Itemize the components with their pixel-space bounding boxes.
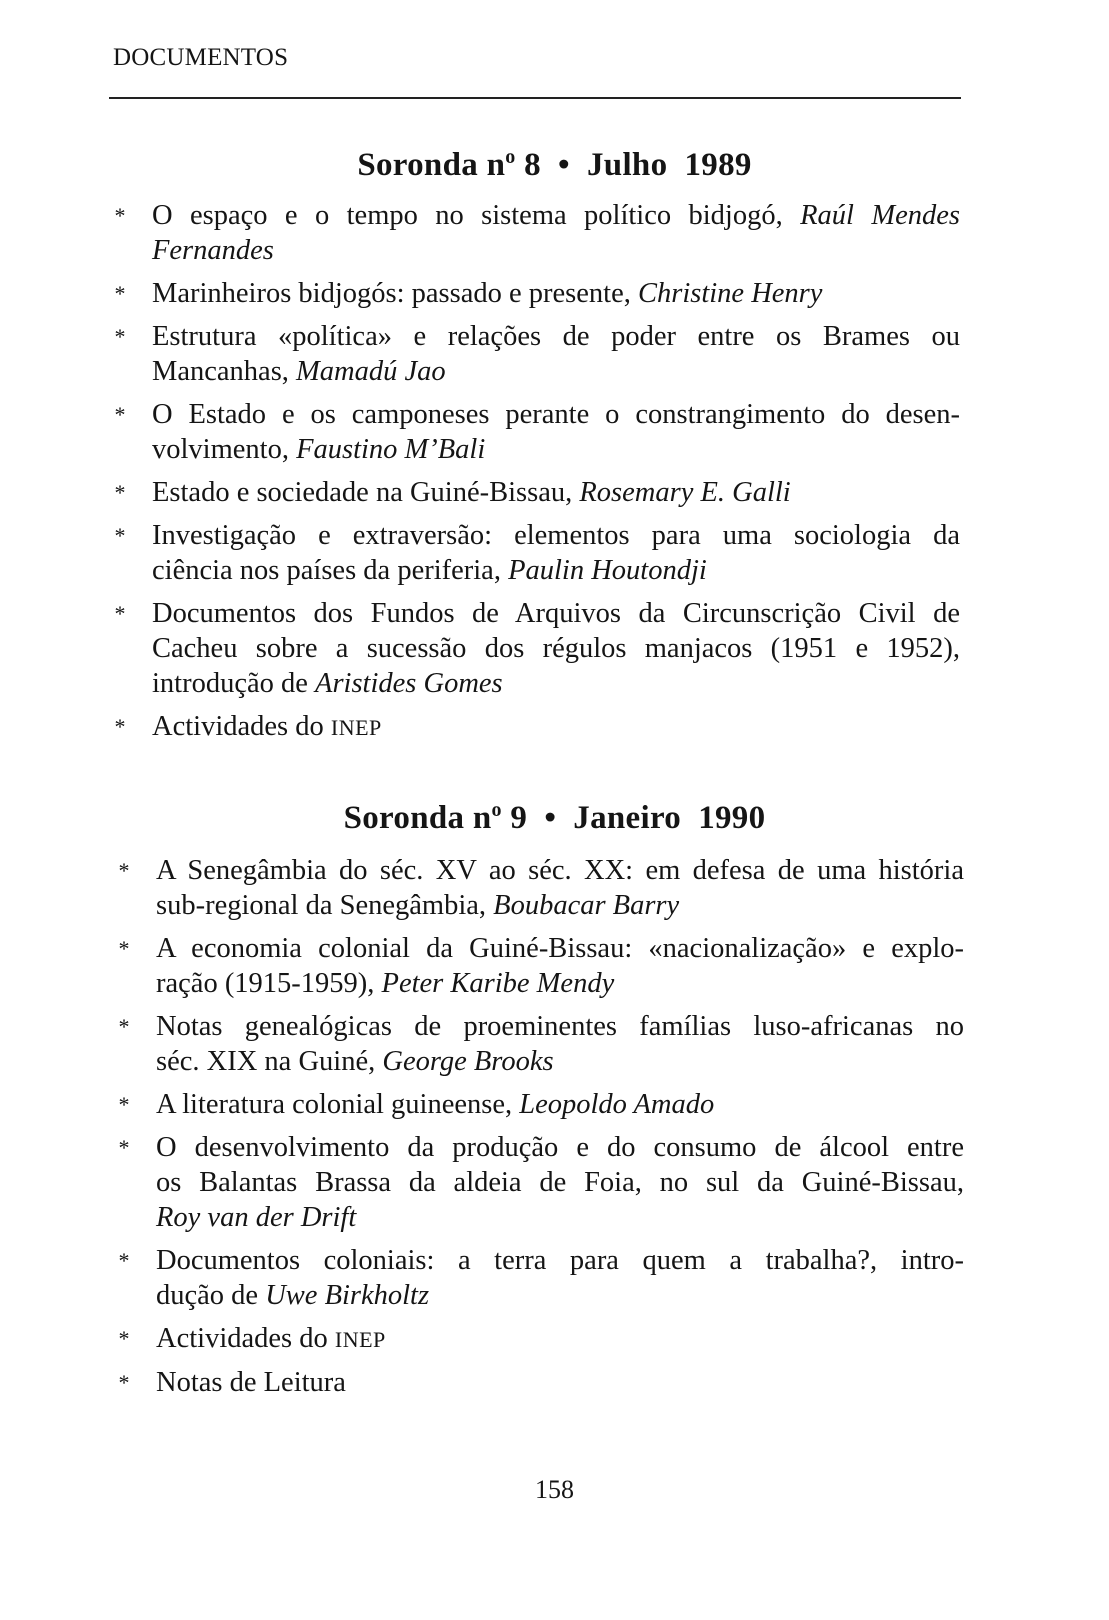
entry-line	[156, 1130, 964, 1165]
asterisk-bullet-icon: *	[114, 523, 126, 548]
asterisk-bullet-icon: *	[114, 402, 126, 427]
entry-author: Boubacar Barry	[493, 890, 680, 921]
entry-title: A economia colonial da Guiné-Bissau: «nacionalização» e explo-	[156, 933, 964, 964]
entry-title: Notas de Leitura	[156, 1367, 346, 1398]
asterisk-bullet-icon: *	[118, 1135, 130, 1160]
entry-title: O desenvolvimento da produção e do consumo de álcool entre	[156, 1132, 964, 1163]
entry-author: Rosemary E. Galli	[579, 477, 791, 508]
entry-author: Paulin Houtondji	[508, 555, 707, 586]
issue-date: Janeiro 1990	[573, 800, 766, 836]
entry-line	[156, 1044, 964, 1079]
contents-entry	[114, 931, 964, 1001]
entry-title: Estrutura «política» e relações de poder entre os Brames ou	[152, 321, 960, 352]
entry-author: Aristides Gomes	[315, 668, 503, 699]
asterisk-bullet-icon: *	[118, 1370, 130, 1395]
entry-line	[156, 1200, 964, 1235]
entry-title: sub-regional da Senegâmbia,	[156, 890, 494, 921]
entry-line	[156, 931, 964, 966]
entry-line	[156, 1321, 964, 1357]
entry-title: Cacheu sobre a sucessão dos régulos manjacos (1951 e 1952),	[152, 633, 960, 664]
entry-line	[152, 518, 960, 553]
entry-title: Mancanhas,	[152, 356, 297, 387]
entry-line	[156, 1278, 964, 1313]
entry-line	[156, 1087, 964, 1122]
asterisk-bullet-icon: *	[118, 1248, 130, 1273]
asterisk-bullet-icon: *	[118, 1092, 130, 1117]
entry-title: O espaço e o tempo no sistema político bidjogó,	[152, 200, 801, 231]
entry-line	[152, 432, 960, 467]
entry-title: Actividades do	[156, 1323, 335, 1354]
asterisk-bullet-icon: *	[118, 858, 130, 883]
entry-title: Marinheiros bidjogós: passado e presente,	[152, 278, 638, 309]
entry-author: Peter Karibe Mendy	[381, 968, 615, 999]
issue-title-sup: o	[505, 146, 516, 168]
contents-entry	[114, 1243, 964, 1313]
entry-line	[156, 853, 964, 888]
contents-entry	[114, 1130, 964, 1235]
entry-line	[156, 888, 964, 923]
entry-title: Notas genealógicas de proeminentes famílias luso-africanas no	[156, 1011, 964, 1042]
entry-line	[152, 553, 960, 588]
asterisk-bullet-icon: *	[114, 281, 126, 306]
contents-entry	[110, 518, 960, 588]
entry-title: séc. XIX na Guiné,	[156, 1046, 383, 1077]
asterisk-bullet-icon: *	[114, 601, 126, 626]
entry-line	[152, 319, 960, 354]
entry-author: Fernandes	[152, 235, 274, 266]
issue-date: Julho 1989	[587, 147, 752, 183]
issue-title-9	[0, 800, 1109, 837]
contents-entry	[110, 397, 960, 467]
asterisk-bullet-icon: *	[114, 480, 126, 505]
contents-entry	[114, 853, 964, 923]
issue-number: 9	[510, 800, 528, 836]
entry-title: A Senegâmbia do séc. XV ao séc. XX: em defesa de uma história	[156, 855, 964, 886]
entry-author: Mamadú Jao	[296, 356, 446, 387]
entry-title: O Estado e os camponeses perante o constrangimento do desen-	[152, 399, 960, 430]
entry-title: volvimento,	[152, 434, 297, 465]
asterisk-bullet-icon: *	[114, 714, 126, 739]
entry-line	[152, 631, 960, 666]
entry-title: os Balantas Brassa da aldeia de Foia, no sul da Guiné-Bissau,	[156, 1167, 964, 1198]
entry-line	[152, 276, 960, 311]
entry-line	[156, 1165, 964, 1200]
entry-title: dução de	[156, 1280, 266, 1311]
entry-line	[152, 354, 960, 389]
contents-entry	[110, 475, 960, 510]
entry-line	[152, 596, 960, 631]
issue-9-contents	[114, 853, 964, 1408]
asterisk-bullet-icon: *	[118, 1326, 130, 1351]
entry-line	[152, 475, 960, 510]
issue-8-contents	[110, 198, 960, 753]
asterisk-bullet-icon: *	[114, 324, 126, 349]
contents-entry	[110, 319, 960, 389]
issue-title-prefix: Soronda n	[343, 800, 492, 836]
entry-line	[152, 709, 960, 745]
contents-entry	[114, 1087, 964, 1122]
entry-title: introdução de	[152, 668, 316, 699]
running-head: DOCUMENTOS	[113, 44, 289, 71]
page-number: 158	[535, 1475, 574, 1504]
asterisk-bullet-icon: *	[118, 1014, 130, 1039]
contents-entry	[110, 276, 960, 311]
entry-acronym: INEP	[334, 1327, 386, 1352]
contents-entry	[110, 709, 960, 745]
header-rule	[109, 97, 961, 99]
entry-author: Raúl Mendes	[800, 200, 960, 231]
bullet-icon: •	[558, 147, 570, 183]
entry-line	[152, 233, 960, 268]
entry-author: George Brooks	[382, 1046, 554, 1077]
issue-title-prefix: Soronda n	[357, 147, 506, 183]
entry-title: Investigação e extraversão: elementos para uma sociologia da	[152, 520, 960, 551]
entry-line	[152, 666, 960, 701]
entry-title: Estado e sociedade na Guiné-Bissau,	[152, 477, 580, 508]
entry-title: Documentos coloniais: a terra para quem a trabalha?, intro-	[156, 1245, 964, 1276]
contents-entry	[110, 596, 960, 701]
bullet-icon: •	[544, 800, 557, 836]
contents-entry	[114, 1321, 964, 1357]
entry-line	[156, 1365, 964, 1400]
entry-line	[156, 1243, 964, 1278]
asterisk-bullet-icon: *	[114, 203, 126, 228]
entry-line	[152, 198, 960, 233]
issue-title-sup: o	[491, 799, 502, 821]
entry-author: Leopoldo Amado	[519, 1089, 715, 1120]
contents-entry	[114, 1009, 964, 1079]
contents-entry	[114, 1365, 964, 1400]
issue-title-8	[0, 147, 1109, 184]
entry-author: Faustino M’Bali	[296, 434, 486, 465]
entry-author: Uwe Birkholtz	[265, 1280, 430, 1311]
entry-author: Christine Henry	[637, 278, 823, 309]
entry-acronym: INEP	[330, 715, 382, 740]
entry-title: ciência nos países da periferia,	[152, 555, 509, 586]
entry-line	[156, 1009, 964, 1044]
entry-author: Roy van der Drift	[156, 1202, 357, 1233]
entry-title: Actividades do	[152, 711, 331, 742]
entry-line	[152, 397, 960, 432]
issue-number: 8	[524, 147, 541, 183]
entry-line	[156, 966, 964, 1001]
contents-entry	[110, 198, 960, 268]
entry-title: A literatura colonial guineense,	[156, 1089, 520, 1120]
entry-title: Documentos dos Fundos de Arquivos da Circunscrição Civil de	[152, 598, 960, 629]
asterisk-bullet-icon: *	[118, 936, 130, 961]
entry-title: ração (1915-1959),	[156, 968, 382, 999]
